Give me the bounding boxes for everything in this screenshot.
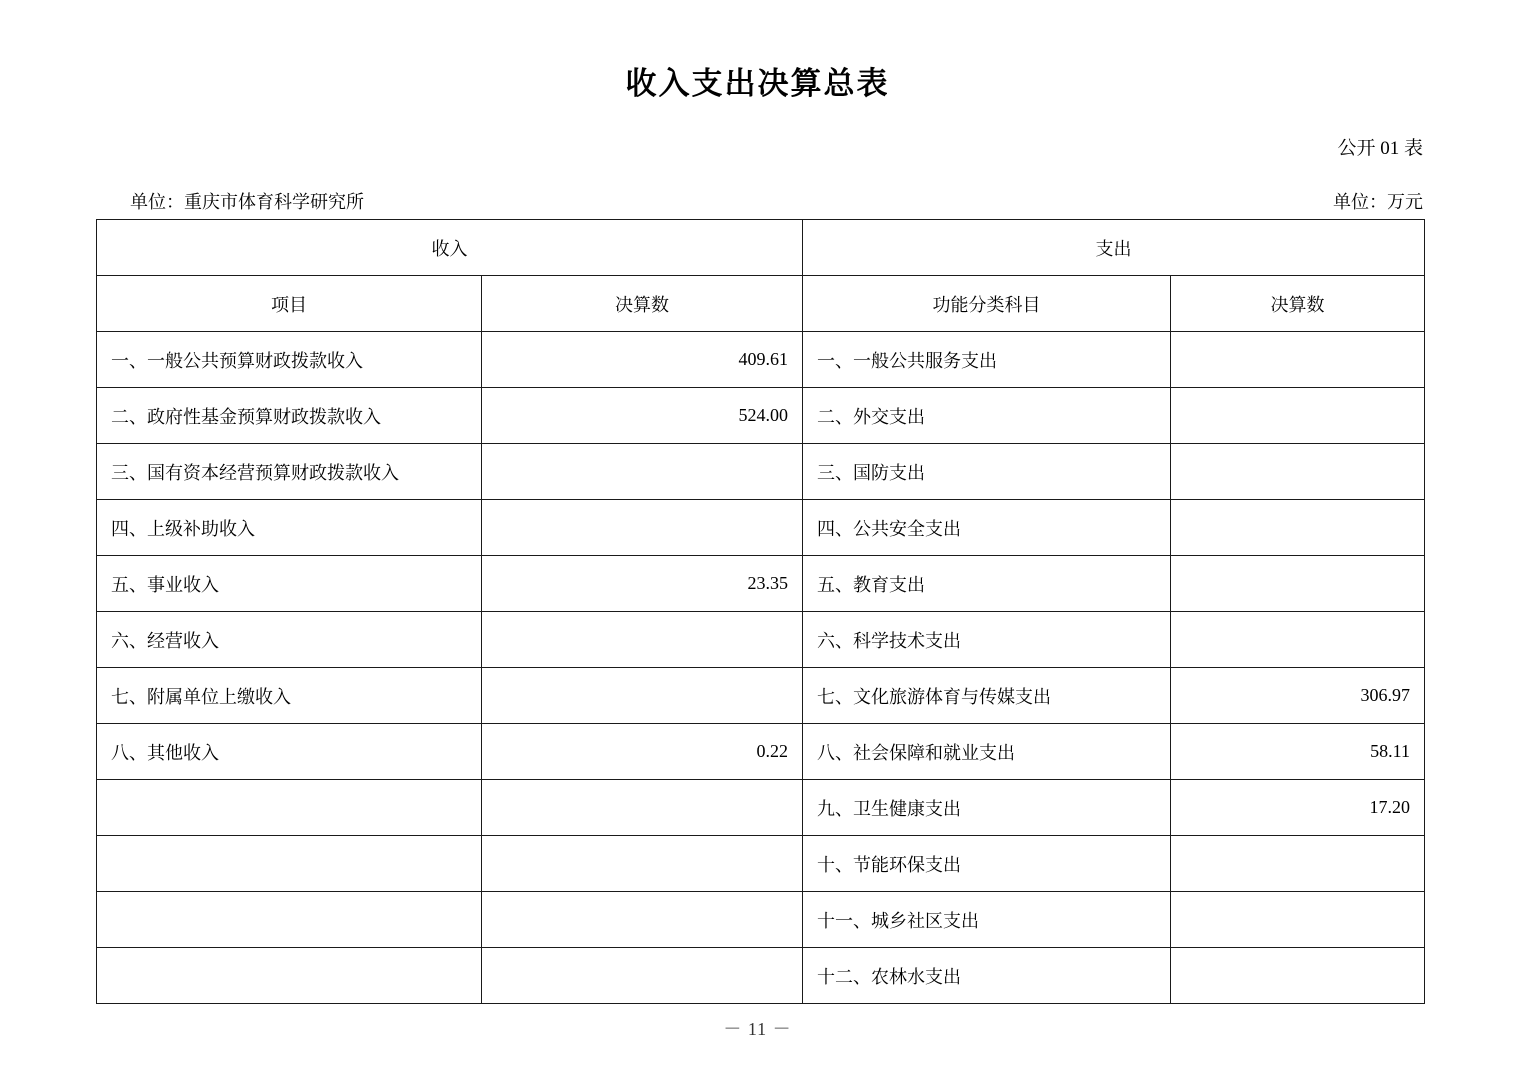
- expenditure-item-label: 二、外交支出: [803, 388, 1171, 444]
- form-number-label: 公开 01 表: [1337, 138, 1423, 159]
- table-row: [97, 388, 1425, 444]
- expenditure-amount-value: [1171, 444, 1425, 500]
- organization-unit-label: 单位：重庆市体育科学研究所: [130, 192, 364, 212]
- income-item-label: [97, 892, 482, 948]
- amount-unit-label: 单位：万元: [1333, 192, 1423, 212]
- expenditure-item-label: 五、教育支出: [803, 556, 1171, 612]
- income-amount-value: [482, 836, 803, 892]
- column-header-row: [97, 276, 1425, 332]
- table-row: [97, 612, 1425, 668]
- income-amount-value: [482, 500, 803, 556]
- table-row: [97, 780, 1425, 836]
- expenditure-amount-value: 306.97: [1171, 668, 1425, 724]
- table-row: [97, 668, 1425, 724]
- group-header-expenditure: 支出: [803, 220, 1425, 276]
- page-title: 收入支出决算总表: [625, 66, 890, 101]
- expenditure-amount-value: [1171, 948, 1425, 1004]
- expenditure-amount-value: 17.20: [1171, 780, 1425, 836]
- expenditure-amount-value: [1171, 500, 1425, 556]
- column-header-expenditure-amount: 决算数: [1171, 276, 1425, 332]
- income-amount-value: 524.00: [482, 388, 803, 444]
- expenditure-amount-value: [1171, 388, 1425, 444]
- expenditure-item-label: 六、科学技术支出: [803, 612, 1171, 668]
- column-header-income-item: 项目: [97, 276, 482, 332]
- table-row: [97, 500, 1425, 556]
- table-body: [97, 220, 1425, 1004]
- column-header-income-amount: 决算数: [482, 276, 803, 332]
- income-amount-value: [482, 612, 803, 668]
- expenditure-amount-value: [1171, 836, 1425, 892]
- expenditure-item-label: 八、社会保障和就业支出: [803, 724, 1171, 780]
- group-header-income: 收入: [97, 220, 803, 276]
- column-header-expenditure-item: 功能分类科目: [803, 276, 1171, 332]
- income-item-label: [97, 948, 482, 1004]
- income-amount-value: 409.61: [482, 332, 803, 388]
- expenditure-amount-value: [1171, 556, 1425, 612]
- table-row: [97, 892, 1425, 948]
- expenditure-amount-value: [1171, 612, 1425, 668]
- income-item-label: 四、上级补助收入: [97, 500, 482, 556]
- expenditure-item-label: 一、一般公共服务支出: [803, 332, 1171, 388]
- table-row: [97, 556, 1425, 612]
- table-row: [97, 724, 1425, 780]
- group-header-row: [97, 220, 1425, 276]
- expenditure-amount-value: 58.11: [1171, 724, 1425, 780]
- income-item-label: 三、国有资本经营预算财政拨款收入: [97, 444, 482, 500]
- income-item-label: 六、经营收入: [97, 612, 482, 668]
- income-amount-value: [482, 668, 803, 724]
- income-item-label: [97, 780, 482, 836]
- income-amount-value: [482, 444, 803, 500]
- table-row: [97, 836, 1425, 892]
- table-row: [97, 444, 1425, 500]
- expenditure-item-label: 十、节能环保支出: [803, 836, 1171, 892]
- income-item-label: 五、事业收入: [97, 556, 482, 612]
- income-amount-value: [482, 948, 803, 1004]
- expenditure-item-label: 十二、农林水支出: [803, 948, 1171, 1004]
- expenditure-item-label: 十一、城乡社区支出: [803, 892, 1171, 948]
- income-item-label: 七、附属单位上缴收入: [97, 668, 482, 724]
- income-amount-value: [482, 892, 803, 948]
- income-item-label: 二、政府性基金预算财政拨款收入: [97, 388, 482, 444]
- expenditure-amount-value: [1171, 332, 1425, 388]
- expenditure-item-label: 七、文化旅游体育与传媒支出: [803, 668, 1171, 724]
- expenditure-item-label: 四、公共安全支出: [803, 500, 1171, 556]
- income-item-label: 八、其他收入: [97, 724, 482, 780]
- expenditure-item-label: 三、国防支出: [803, 444, 1171, 500]
- income-amount-value: 23.35: [482, 556, 803, 612]
- budget-final-accounts-table: [96, 219, 1425, 1004]
- income-item-label: 一、一般公共预算财政拨款收入: [97, 332, 482, 388]
- income-amount-value: [482, 780, 803, 836]
- income-item-label: [97, 836, 482, 892]
- table-row: [97, 948, 1425, 1004]
- expenditure-item-label: 九、卫生健康支出: [803, 780, 1171, 836]
- table-row: [97, 332, 1425, 388]
- income-amount-value: 0.22: [482, 724, 803, 780]
- expenditure-amount-value: [1171, 892, 1425, 948]
- page-number-footer: － 11 －: [723, 1019, 792, 1039]
